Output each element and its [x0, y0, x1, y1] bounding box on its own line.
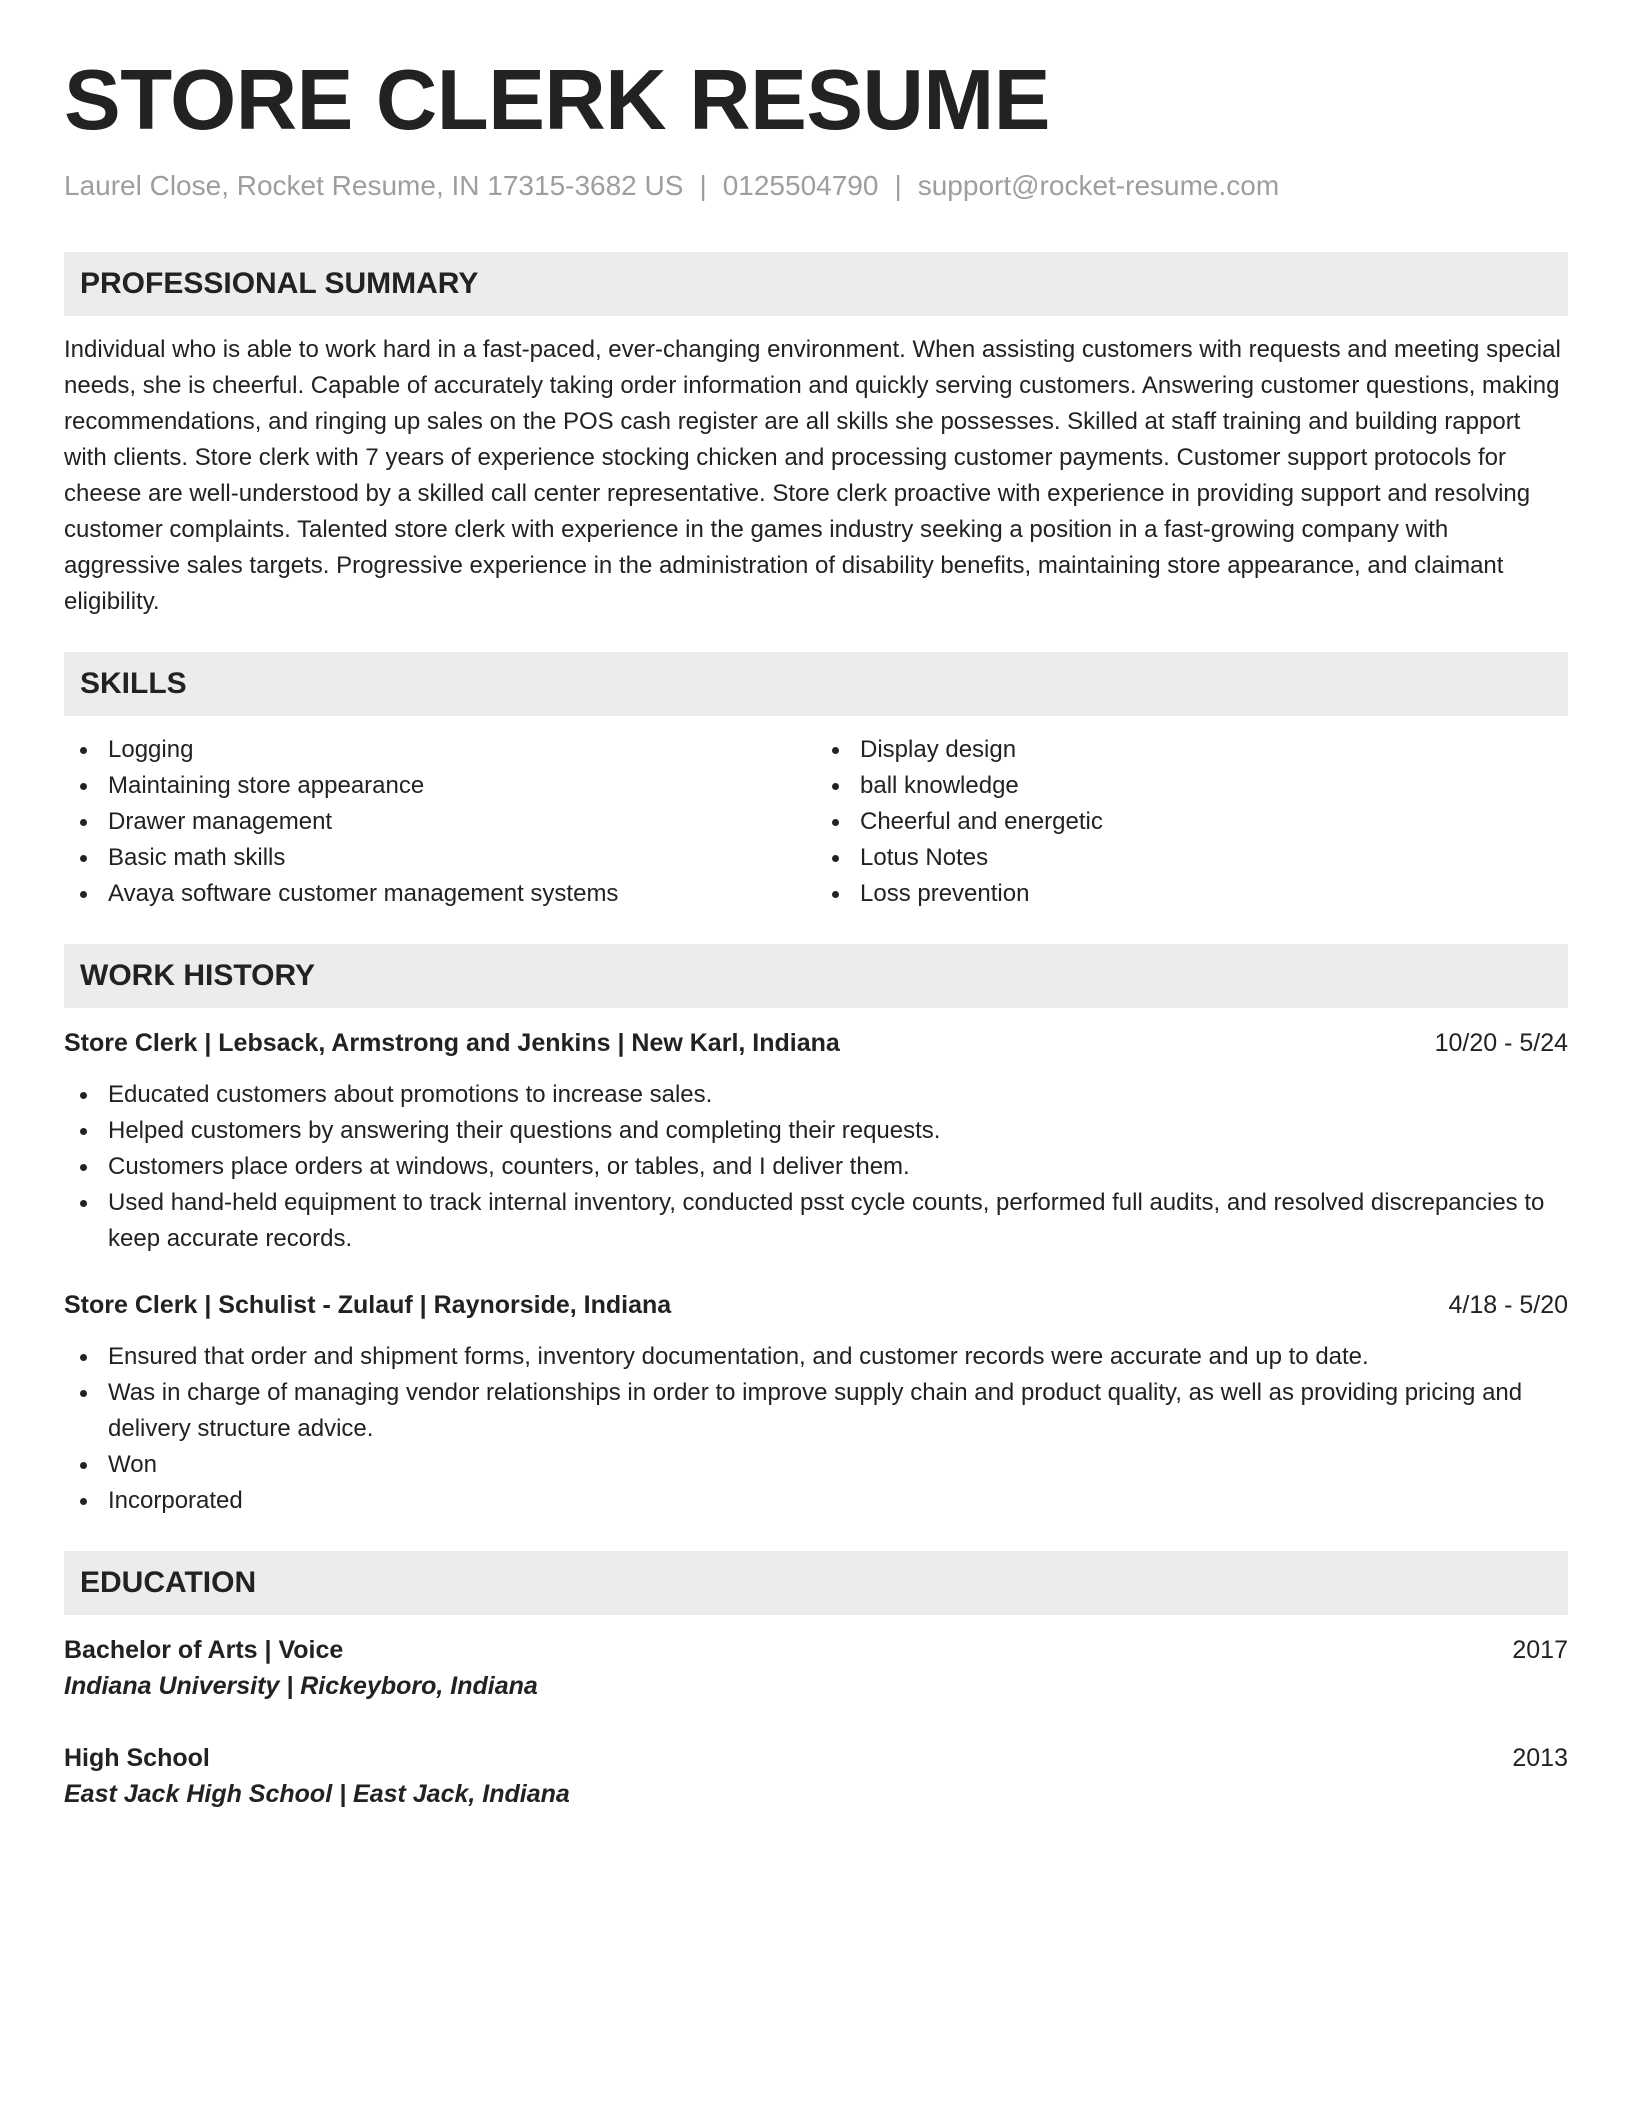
summary-text: Individual who is able to work hard in a fast-paced, ever-changing environment. When assisting customers with requests and meeting special needs, she is cheerful. Capable of accurately taking order information and quickly serving customers. Answering customer questions, making recommendations, and ringing up sales on the POS cash register are all skills she possesses. Skilled at staff training and building rapport with clients. Store clerk with 7 years of experience stocking chicken and processing customer payments. Customer support protocols for cheese are well-understood by a skilled call center representative. Store clerk proactive with experience in providing support and resolving customer complaints. Talented store clerk with experience in the games industry seeking a position in a fast-growing company with aggressive sales targets. Progressive experience in the administration of disability benefits, maintaining store appearance, and claimant eligibility. [64, 335, 1561, 615]
job-duty: Helped customers by answering their questions and completing their requests. [64, 1113, 1568, 1149]
education-year: 2017 [1512, 1635, 1568, 1664]
education-degree: Bachelor of Arts | Voice [64, 1635, 344, 1664]
job-duty: Incorporated [64, 1483, 1568, 1519]
skill-item: Drawer management [64, 804, 816, 840]
skill-item: Lotus Notes [816, 840, 1568, 876]
job-duty: Used hand-held equipment to track internal inventory, conducted psst cycle counts, performed full audits, and resolved discrepancies to keep accurate records. [64, 1185, 1568, 1257]
contact-phone: 0125504790 [722, 170, 879, 201]
education-school: East Jack High School | East Jack, Indiana [64, 1779, 570, 1808]
job-duty: Customers place orders at windows, counters, or tables, and I deliver them. [64, 1149, 1568, 1185]
education-degree: High School [64, 1743, 210, 1772]
skill-item: Basic math skills [64, 840, 816, 876]
skills-list [64, 732, 1568, 912]
skill-item: Cheerful and energetic [816, 804, 1568, 840]
job-duty: Was in charge of managing vendor relationships in order to improve supply chain and product quality, as well as providing pricing and delivery structure advice. [64, 1375, 1568, 1447]
education-year: 2013 [1512, 1743, 1568, 1772]
contact-separator: | [894, 170, 902, 201]
job-header [64, 1025, 1568, 1061]
skill-item: Display design [816, 732, 1568, 768]
job-dates: 4/18 - 5/20 [1448, 1290, 1568, 1319]
education-entry-header [64, 1632, 1568, 1668]
resume-title: STORE CLERK RESUME [64, 53, 1050, 148]
contact-email: support@rocket-resume.com [917, 170, 1280, 201]
job-duty: Educated customers about promotions to increase sales. [64, 1077, 1568, 1113]
skill-item: Maintaining store appearance [64, 768, 816, 804]
contact-address: Laurel Close, Rocket Resume, IN 17315-3682 US [64, 170, 684, 201]
job-header [64, 1287, 1568, 1323]
skill-item: Avaya software customer management systems [64, 876, 816, 912]
job-duties [64, 1077, 1568, 1257]
skills-column-right [816, 732, 1568, 912]
skill-item: ball knowledge [816, 768, 1568, 804]
education-entry-header [64, 1740, 1568, 1776]
job-title: Store Clerk | Schulist - Zulauf | Raynorside, Indiana [64, 1290, 672, 1319]
summary-heading: PROFESSIONAL SUMMARY [64, 252, 1568, 316]
job-duties [64, 1339, 1568, 1519]
job-duty: Ensured that order and shipment forms, inventory documentation, and customer records were accurate and up to date. [64, 1339, 1568, 1375]
contact-line [64, 169, 1568, 203]
job-duty: Won [64, 1447, 1568, 1483]
education-heading: EDUCATION [64, 1551, 1568, 1615]
job-title: Store Clerk | Lebsack, Armstrong and Jenkins | New Karl, Indiana [64, 1028, 840, 1057]
job-dates: 10/20 - 5/24 [1434, 1028, 1568, 1057]
skill-item: Logging [64, 732, 816, 768]
skills-heading: SKILLS [64, 652, 1568, 716]
work-history-heading: WORK HISTORY [64, 944, 1568, 1008]
education-school: Indiana University | Rickeyboro, Indiana [64, 1671, 538, 1700]
skill-item: Loss prevention [816, 876, 1568, 912]
contact-separator: | [699, 170, 707, 201]
skills-column-left [64, 732, 816, 912]
